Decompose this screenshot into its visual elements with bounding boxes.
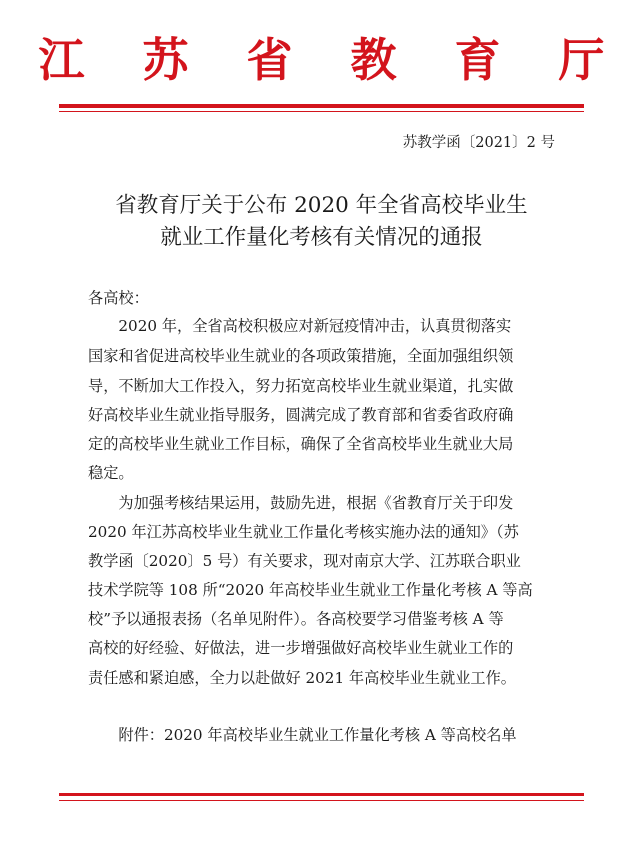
paragraph-1-line: 好高校毕业生就业指导服务，圆满完成了教育部和省委省政府确 — [88, 406, 514, 424]
salutation: 各高校： — [88, 289, 149, 307]
footer-rule-thin — [59, 800, 584, 801]
paragraph-1-line: 定的高校毕业生就业工作目标，确保了全省高校毕业生就业大局 — [88, 435, 514, 453]
paragraph-2-line: 校”予以通报表扬（名单见附件）。各高校要学习借鉴考核 A 等 — [88, 610, 504, 628]
paragraph-2-line: 为加强考核结果运用，鼓励先进，根据《省教育厅关于印发 — [88, 494, 514, 512]
document-title-line-1: 省教育厅关于公布 2020 年全省高校毕业生 — [115, 193, 528, 218]
paragraph-2-line: 技术学院等 108 所“2020 年高校毕业生就业工作量化考核 A 等高 — [88, 581, 533, 599]
document-number: 苏教学函〔2021〕2 号 — [402, 135, 555, 151]
document-title-line-2: 就业工作量化考核有关情况的通报 — [160, 225, 483, 250]
header-rule-thin — [59, 111, 584, 112]
attachment-note: 附件：2020 年高校毕业生就业工作量化考核 A 等高校名单 — [88, 726, 517, 744]
paragraph-2-line: 高校的好经验、好做法，进一步增强做好高校毕业生就业工作的 — [88, 639, 514, 657]
paragraph-2-line: 教学函〔2020〕5 号）有关要求，现对南京大学、江苏联合职业 — [88, 552, 521, 570]
header-rule-thick — [59, 104, 584, 108]
footer-rule-thick — [59, 793, 584, 796]
paragraph-1-line: 国家和省促进高校毕业生就业的各项政策措施，全面加强组织领 — [88, 347, 514, 365]
paragraph-1-line: 2020 年，全省高校积极应对新冠疫情冲击，认真贯彻落实 — [88, 317, 512, 335]
issuing-authority-header: 江 苏 省 教 育 厅 — [38, 33, 626, 87]
paragraph-2-line: 责任感和紧迫感，全力以赴做好 2021 年高校毕业生就业工作。 — [88, 669, 516, 687]
paragraph-2-line: 2020 年江苏高校毕业生就业工作量化考核实施办法的通知》（苏 — [88, 523, 519, 541]
paragraph-1-line: 稳定。 — [88, 464, 134, 482]
paragraph-1-line: 导，不断加大工作投入，努力拓宽高校毕业生就业渠道，扎实做 — [88, 377, 514, 395]
